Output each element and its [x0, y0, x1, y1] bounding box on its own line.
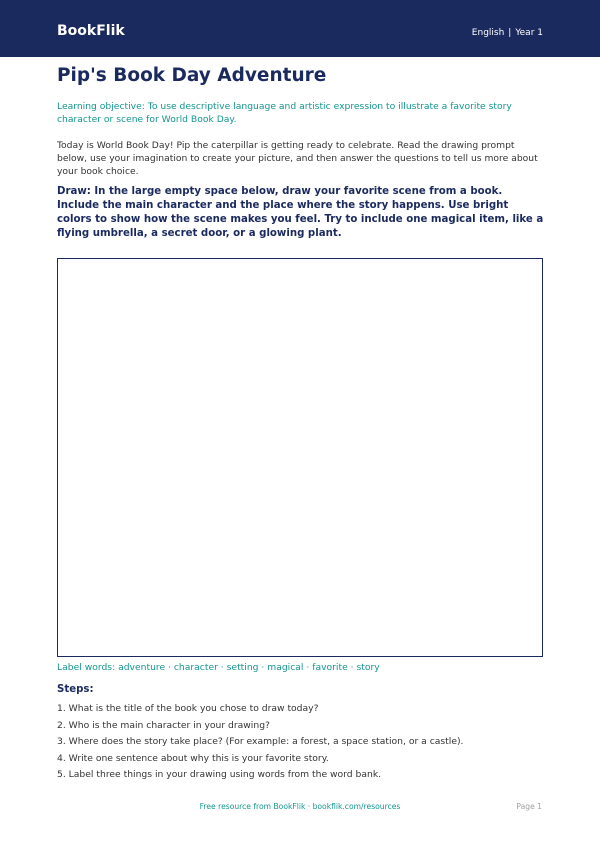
footer-link[interactable]: Free resource from BookFlik · bookflik.com/resources [199, 802, 401, 811]
intro-paragraph: Today is World Book Day! Pip the caterpillar is getting ready to celebrate. Read the drawing prompt below, use your imagination to create your picture, and then answer the questions to tell us more about your book choice. [57, 140, 538, 177]
word-bank: Label words: adventure · character · setting · magical · favorite · story [57, 662, 380, 673]
steps-heading: Steps: [57, 684, 94, 695]
drawing-prompt: Draw: In the large empty space below, draw your favorite scene from a book. Include the main character and the place where the story happens. Use bright colors to show how the scene makes you feel. Try to include one magical item, like a flying umbrella, a secret door, or a glowing plant. [57, 186, 544, 239]
learning-objective: Learning objective: To use descriptive language and artistic expression to illustrate a favorite story character or scene for World Book Day. [57, 101, 512, 125]
page-number: Page 1 [516, 802, 542, 811]
step-item: 3. Where does the story take place? (For example: a forest, a space station, or a castle). [57, 736, 464, 747]
steps-list [57, 701, 463, 784]
step-item: 1. What is the title of the book you chose to draw today? [57, 703, 319, 714]
worksheet-title: Pip's Book Day Adventure [57, 65, 327, 86]
step-item: 5. Label three things in your drawing using words from the word bank. [57, 769, 382, 780]
step-item: 2. Who is the main character in your drawing? [57, 719, 270, 731]
page-header [0, 0, 600, 57]
brand-logo-text[interactable]: BookFlik [57, 23, 125, 39]
subject-label: English [471, 28, 505, 38]
drawing-area[interactable] [57, 258, 543, 657]
step-item: 4. Write one sentence about why this is your favorite story. [57, 752, 329, 764]
year-label: Year 1 [515, 28, 543, 38]
subject-year-label [472, 27, 543, 39]
meta-separator: | [508, 28, 512, 38]
